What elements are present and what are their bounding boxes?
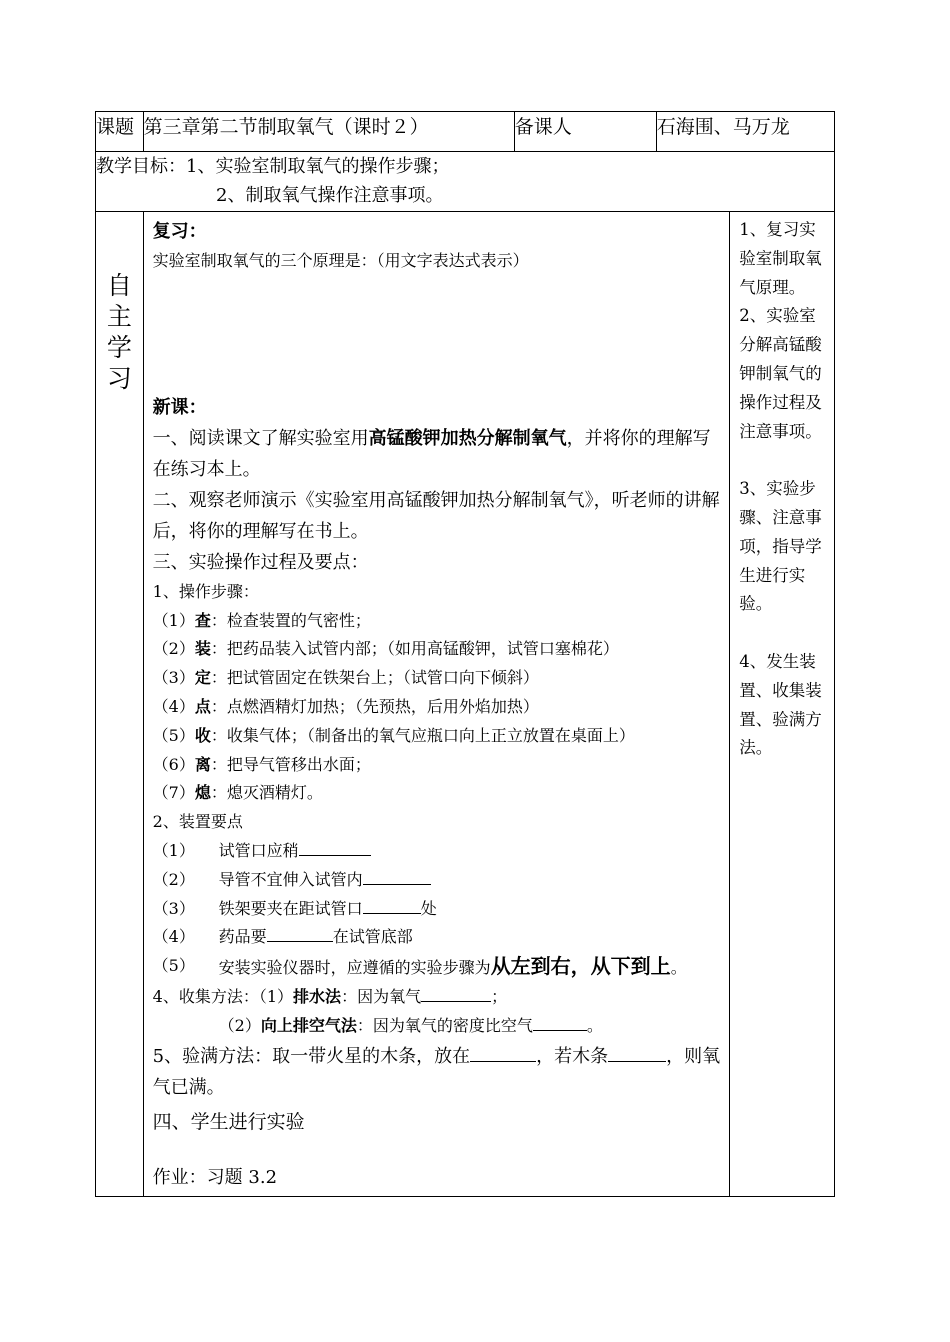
goal-line-1: 教学目标：1、实验室制取氧气的操作步骤；: [96, 156, 450, 177]
step-item: （3）定：把试管固定在铁架台上；（试管口向下倾斜）: [152, 668, 539, 688]
side-char: 主: [106, 302, 132, 331]
lesson-content: [143, 212, 730, 1197]
goal-line-2: 2、制取氧气操作注意事项。: [216, 185, 444, 206]
collect-method-1: 4、收集方法：（1）排水法：因为氧气 ；: [153, 983, 724, 1012]
answer-blank[interactable]: [470, 1043, 536, 1062]
step-item: （6）离：把导气管移出水面；: [152, 754, 371, 774]
preparer-label: 备课人: [514, 112, 656, 152]
side-char: 学: [106, 333, 132, 362]
note-4: 4、发生装置、收集装置、验满方法。: [739, 651, 822, 758]
answer-blank[interactable]: [608, 1043, 666, 1062]
teaching-goals: [96, 152, 835, 212]
new-lesson-title: 新课：: [152, 396, 207, 418]
step-item: （7）熄：熄灭酒精灯。: [152, 783, 323, 803]
p1-bold: 高锰酸钾加热分解制氧气: [368, 427, 567, 449]
point-item: （3） 铁架要夹在距试管口 处: [153, 895, 724, 924]
answer-blank[interactable]: [421, 983, 491, 1002]
topic-value: 第三章第二节制取氧气（课时２）: [143, 112, 514, 152]
self-study-label: [96, 212, 144, 1197]
answer-blank[interactable]: [299, 837, 371, 856]
answer-blank[interactable]: [267, 923, 333, 942]
review-title: 复习：: [152, 221, 207, 242]
answer-blank[interactable]: [363, 866, 431, 885]
point-item: （4） 药品要 在试管底部: [153, 923, 724, 952]
step-item: （5）收：收集气体；（制备出的氧气应瓶口向上正立放置在桌面上）: [152, 725, 635, 745]
topic-label: 课题: [96, 112, 144, 152]
header-row: [96, 112, 835, 152]
review-text: 实验室制取氧气的三个原理是：（用文字表达式表示）: [152, 251, 529, 270]
answer-blank[interactable]: [363, 895, 421, 914]
paragraph-4: 四、学生进行实验: [152, 1110, 305, 1133]
goals-row: [96, 152, 835, 212]
preparer-value: 石海围、马万龙: [656, 112, 834, 152]
paragraph-3: 三、实验操作过程及要点：: [152, 551, 369, 573]
points-title: 2、装置要点: [152, 812, 243, 832]
note-3: 3、实验步骤、注意事项，指导学生进行实验。: [739, 479, 822, 614]
step-item: （1）查：检查装置的气密性；: [152, 610, 371, 630]
collect-method-2: （2）向上排空气法：因为氧气的密度比空气 。: [153, 1012, 724, 1041]
point-item: （5） 安装实验仪器时，应遵循的实验步骤为从左到右，从下到上。: [152, 954, 687, 979]
steps-title: 1、操作步骤：: [152, 581, 259, 601]
answer-blank[interactable]: [533, 1012, 587, 1031]
step-item: （2）装：把药品装入试管内部；（如用高锰酸钾，试管口塞棉花）: [152, 639, 619, 659]
homework: 作业：习题 3.2: [152, 1166, 278, 1188]
side-char: 习: [106, 364, 132, 393]
side-char: 自: [106, 271, 132, 300]
p1-text: 一、阅读课文了解实验室用: [152, 427, 369, 449]
note-1: 1、复习实验室制取氧气原理。: [739, 220, 822, 297]
step-item: （4）点：点燃酒精灯加热；（先预热，后用外焰加热）: [152, 696, 539, 716]
teaching-notes: [730, 212, 835, 1197]
p1-text: ，并将你的理解写在练习本上。: [152, 427, 711, 480]
point-item: （1） 试管口应稍: [153, 837, 724, 866]
paragraph-2: 二、观察老师演示《实验室用高锰酸钾加热分解制氧气》，听老师的讲解后，将你的理解写在书上。: [152, 489, 720, 542]
paragraph-1: [153, 423, 724, 485]
note-2: 2、实验室分解高锰酸钾制氧气的操作过程及注意事项。: [739, 306, 822, 441]
content-row: [96, 212, 835, 1197]
check-method: 5、验满方法：取一带火星的木条，放在 ，若木条 ，则氧气已满。: [153, 1041, 724, 1103]
point-item: （2） 导管不宜伸入试管内: [153, 866, 724, 895]
lesson-plan-table: [95, 111, 835, 1197]
